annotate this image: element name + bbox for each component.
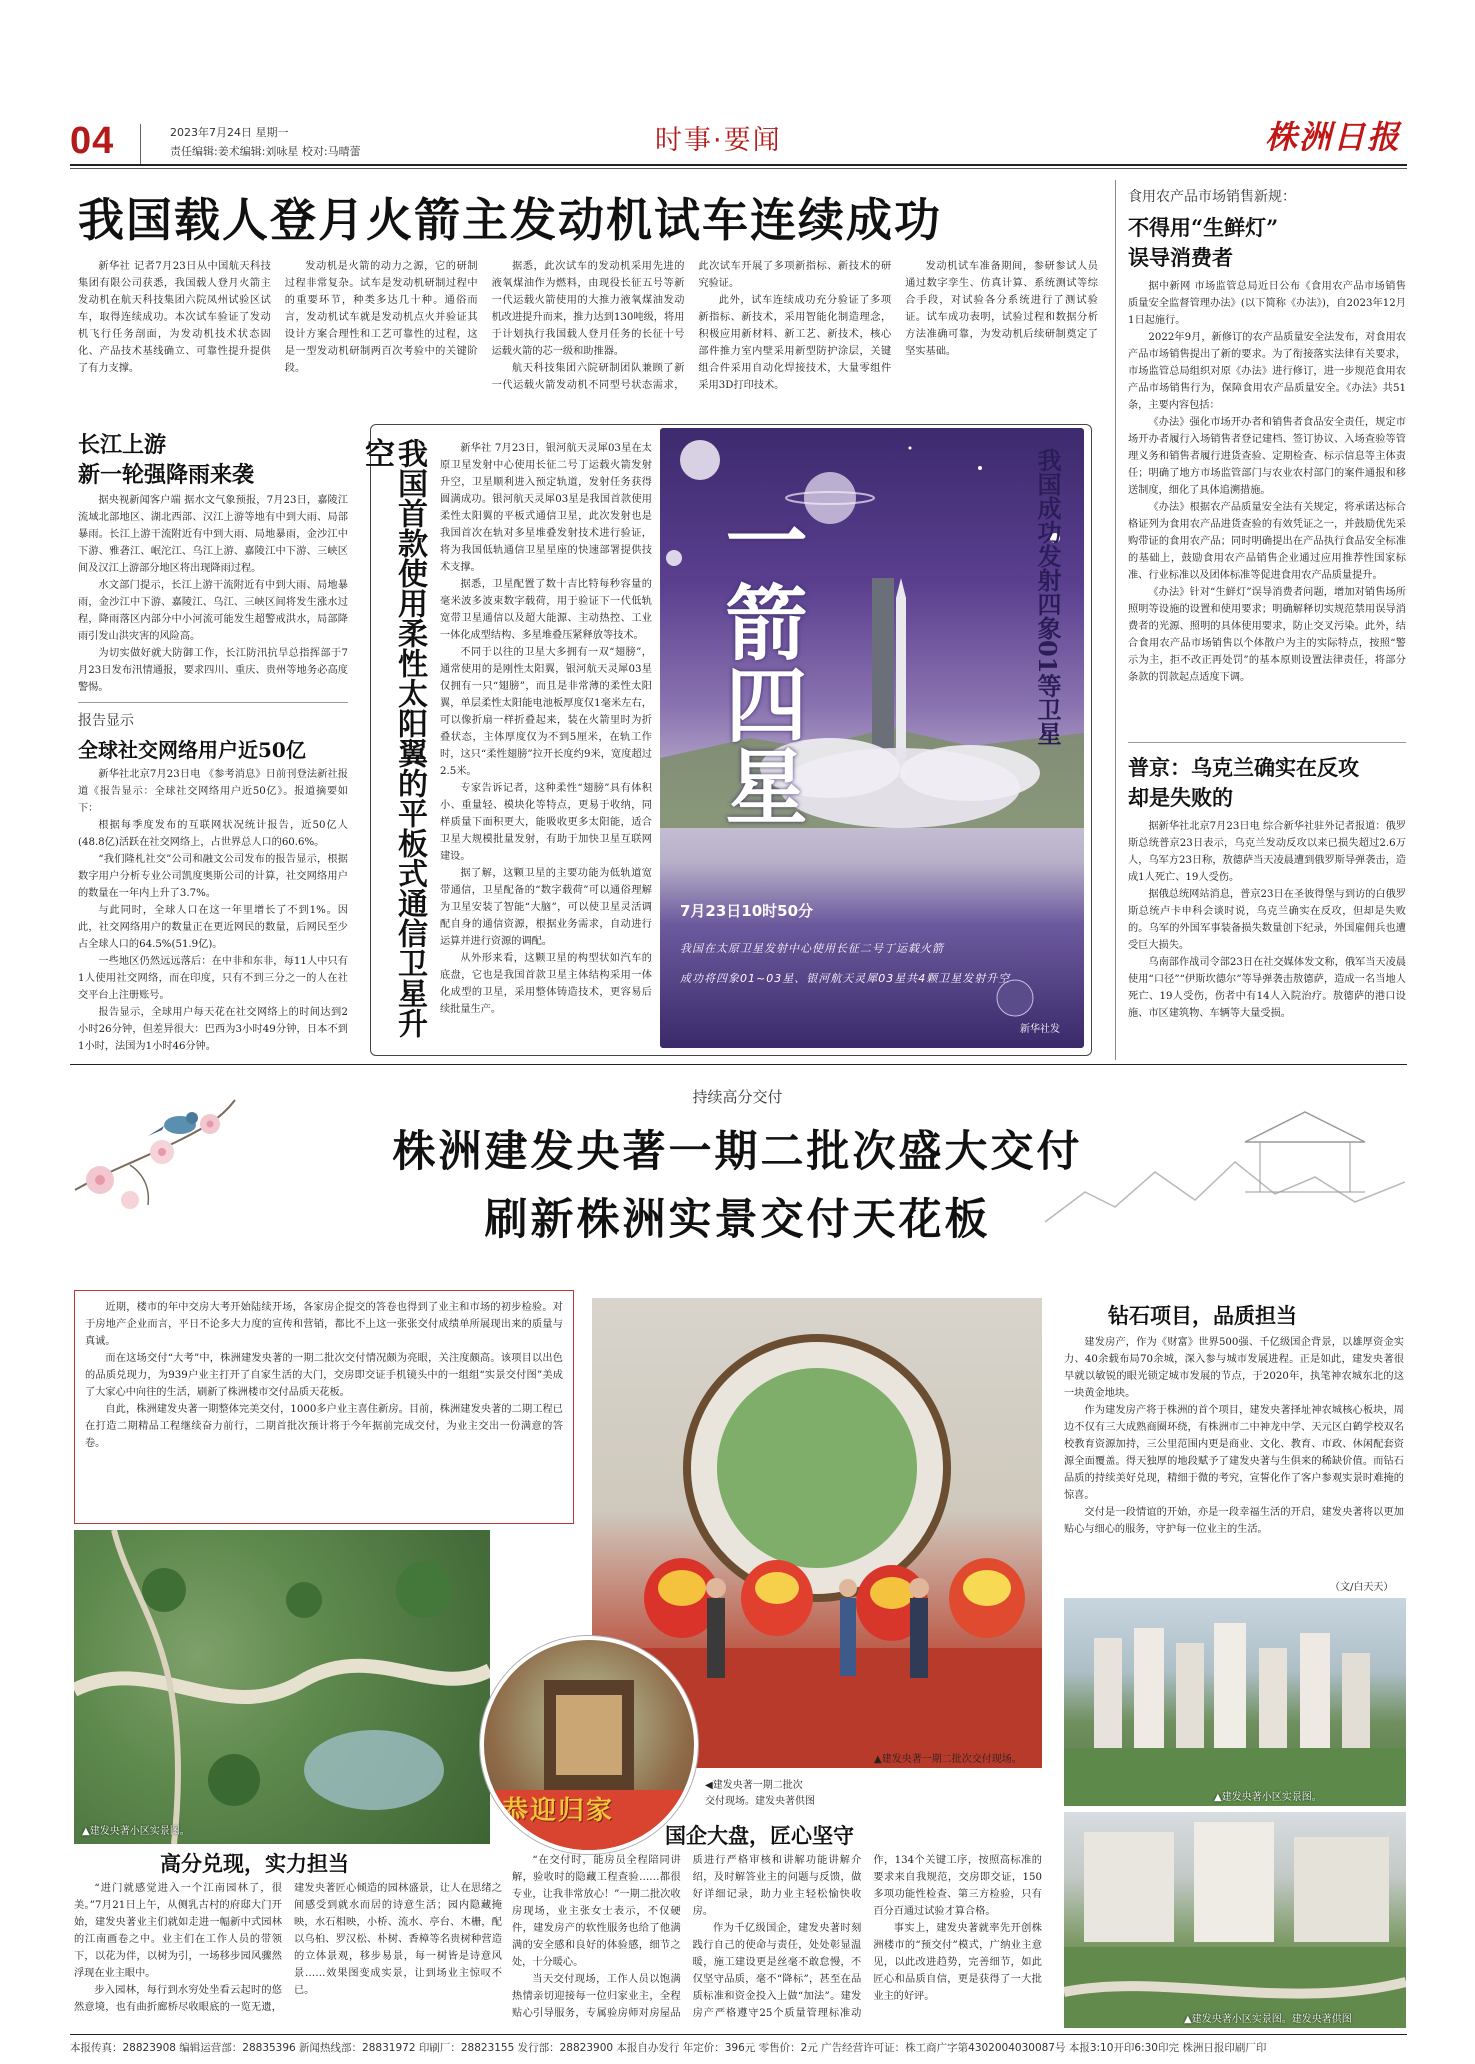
feature-byline: （文/白天天） [1330, 1582, 1394, 1593]
sec3-paragraph: 建发房产，作为《财富》世界500强、千亿级国企背景，以雄厚资金实力、40余载布局70余城，深入参与城市发展进程。正是如此，建发央著很早就以敏锐的眼光锁定城市发展的节点，于2020年，执笔神农城东北的这一块黄金地块。 [1064, 1337, 1404, 1399]
putin-body [1128, 818, 1406, 1054]
sec3-body [1064, 1334, 1404, 1574]
satellite-paragraph: 从外形来看，这颗卫星的构型状如汽车的底盘，它也是我国首款卫星主体结构采用一体化成型的卫星，采用整体铸造技术，更容易后续批量生产。 [440, 953, 652, 1015]
section-title: 时事·要闻 [655, 125, 782, 156]
courtyard-caption: ▲建发央著小区实景图。建发央著供图 [1184, 2014, 1352, 2025]
garden-caption: ▲建发央著小区实景图。 [82, 1826, 190, 1837]
poster-time: 7月23日10时50分 [680, 902, 814, 920]
courtyard-photo [1064, 1812, 1406, 2028]
satellite-body [440, 440, 652, 1048]
poster-note-1: 我国在太原卫星发射中心使用长征二号丁运载火箭 [680, 942, 944, 955]
courtyard-illustration [1064, 1812, 1406, 2028]
satellite-paragraph: 据了解，这颗卫星的主要功能为低轨道宽带通信，卫星配备的“数字载荷”可以通俗理解为卫星安装了智能“大脑”，可以使卫星灵活调配自身的通信资源，根据业务需求，自动进行运算并进行资源的调配。 [440, 868, 652, 947]
sec1-title: 高分兑现，实力担当 [160, 1851, 349, 1876]
yangtze-headline-2: 新一轮强降雨来袭 [78, 462, 255, 488]
feature-headline-2: 刷新株洲实景交付天花板 [484, 1195, 991, 1245]
aerial-caption: ▲建发央著小区实景图。 [1214, 1792, 1322, 1803]
agri-paragraph: 《办法》强化市场开办者和销售者食品安全责任，规定市场开办者履行入场销售者登记建档、签订协议、入场查验等管理义务和销售者履行进货查验、定期检查、标示信息等主体责任；明确了地方市场监管部门与农业农村部门的案件通报和移送制度，细化了具体追溯措施。 [1128, 417, 1406, 496]
satellite-headline: 我国首款使用柔性太阳翼的平板式通信卫星升空 [359, 438, 427, 1038]
editors-line: 责任编辑:姜术编辑:刘咏星 校对:马晴蕾 [170, 145, 361, 158]
agri-headline-1: 不得用“生鲜灯” [1128, 215, 1279, 240]
yangtze-body [78, 492, 348, 694]
lead-body [78, 258, 1098, 412]
masthead: 株洲日报 [1265, 118, 1402, 156]
sec1-paragraph: 步入园林，每行到水穷处坐看云起时的悠然意境，也有曲折廊桥尽收眼底的一览无遗，建发央著匠心倾造的园林盛景，让人在思绪之间感受到就水而居的诗意生活；园内隐藏掩映，水石相映，小桥、流水、亭台、木栅，配以乌桕、罗汉松、朴树、香樟等名贵树种营造的立体景观，移步易景，每一树皆是诗意风景……效果图变成实景，让到场业主惊叹不已。 [74, 1883, 502, 2013]
report-paragraph: 根据每季度发布的互联网状况统计报告，近50亿人(48.8亿)活跃在社交网络上，占世界总人口的60.6%。 [78, 820, 348, 848]
intro-paragraph: 自此，株洲建发央著一期整体完美交付，1000多户业主喜住新房。目前，株洲建发央著的二期工程已在打造二期精品工程继续奋力前行，二期首批次预计将于今年据前完成交付，为业主交出一份满意的答卷。 [85, 1404, 563, 1449]
lead-paragraph: 据悉，此次试车的发动机采用先进的液氧煤油作为燃料，由现役长征五号等新一代运载火箭使用的大推力液氧煤油发动机改进提升而来，推力达到130吨级，将用于计划执行我国载人登月任务的长征十号运载火箭的芯一级和助推器。 [491, 261, 685, 357]
yangtze-paragraph: 据央视新闻客户端 据水文气象预报，7月23日，嘉陵江流域北部地区、湖北西部、汉江上游等地有中到大雨、局部暴雨。长江上游干流附近有中到大雨、局地暴雨，金沙江中下游、雅砻江、岷沱江、乌江上游、嘉陵江中下游、三峡区间及汉江上游部分地区将出现降雨过程。 [78, 495, 348, 574]
intro-paragraph: 近期，楼市的年中交房大考开始陆续开场，各家房企提交的答卷也得到了业主和市场的初步检验。对于房地产企业而言，平日不论多大力度的宣传和营销，都比不上这一张张交付成绩单所展现出来的质量与真诚。 [85, 1302, 563, 1347]
sec3-paragraph: 作为建发房产将于株洲的首个项目，建发央著择址神农城核心板块，周边不仅有三大成熟商圈环绕，有株洲市二中神龙中学、天元区白鹤学校双名校教育资源加持，三公里范围内更是商业、文化、教育、市政、休闲配套资源全面覆盖。得天独厚的地段赋予了建发央著与生俱来的稀缺价值。而钻石品质的持续美好兑现，精细于微的考究，宣誓化作了客户参观实景时难掩的惊喜。 [1064, 1405, 1404, 1501]
sec2-paragraph: “在交付时，能房员全程陪同讲解，验收时的隐藏工程查验……都很专业，让我非常放心！”一期二批次收房现场，业主张女士表示，不仅硬件，建发房产的软性服务也给了他满满的安全感和良好的体验感，细节之处，十分暖心。 [512, 1855, 681, 1968]
report-paragraph: “我们隆札社交”公司和融文公司发布的报告显示，根据数字用户分析专业公司凯度奥斯公司的计算，社交网络用户的数量在一年内上升了3.7%。 [78, 854, 348, 899]
lead-paragraph: 发动机试车准备期间，参研参试人员通过数字孪生、仿真计算、系统测试等综合手段，对试验各分系统进行了测试验证。试车成功表明，试验过程和数据分析方法准确可靠，为发动机后续研制奠定了坚实基础。 [905, 261, 1098, 357]
agri-headline-2: 误导消费者 [1128, 245, 1233, 270]
satellite-paragraph: 据悉，卫星配置了数十吉比特每秒容量的毫米波多波束数字载荷，用于验证下一代低轨宽带卫星通信以及超大能源、主动热控、工业一体化成型结构、多星堆叠压紧释放等技术。 [440, 579, 652, 641]
sec2-body [512, 1852, 1042, 2028]
poster-vertical-title: 我国成功发射四象01等卫星 [1033, 448, 1062, 746]
agri-paragraph: 2022年9月，新修订的农产品质量安全法发布，对食用农产品市场销售提出了新的要求。为了衔接落实法律有关要求，市场监管总局组织对原《办法》进行修订，进一步规范食用农产品市场销售行为，保障食用农产品质量安全。《办法》共51条，主要内容包括： [1128, 332, 1406, 411]
agri-paragraph: 据中新网 市场监管总局近日公布《食用农产品市场销售质量安全监督管理办法》(以下简称《办法》)，自2023年12月1日起施行。 [1128, 281, 1406, 326]
aerial-illustration [1064, 1598, 1406, 1806]
footer-text: 本报传真：28823908 编辑运营部：28835396 新闻热线部：28831972 印刷厂：28823155 发行部：28823900 本报自办发行 年定价：396元 零售价：2元 广告经营许可证：株工商广字第4302004030087号 本报3:10开印6:30印完 株洲日报印刷厂印 [70, 2042, 1267, 2054]
agri-kicker: 食用农产品市场销售新规： [1128, 189, 1296, 205]
putin-paragraph: 乌南部作战司令部23日在社交媒体发文称，俄军当天凌晨使用“口径”“伊斯坎德尔”等导弹袭击敖德萨，造成一名当地人死亡、19人受伤，伤者中有14人入院治疗。敖德萨的港口设施、市区建筑物、车辆等大量受损。 [1128, 957, 1406, 1019]
feature-kicker: 持续高分交付 [692, 1088, 783, 1106]
report-paragraph: 新华社北京7月23日电 《参考消息》日前刊登法新社报道《报告显示：全球社交网络用户近50亿》。报道摘要如下： [78, 769, 348, 814]
report-paragraph: 报告显示，全球用户每天花在社交网络上的时间达到2小时26分钟，但差异很大：巴西为3小时49分钟，日本不到1小时，法国为1小时46分钟。 [78, 1007, 348, 1052]
sec2-title: 国企大盘，匠心坚守 [665, 1823, 854, 1848]
sec2-paragraph: 作为千亿级国企，建发央著时刻践行自己的使命与责任，处处彰显温暖，施工建设更是丝毫不敢怠慢，不仅坚守品质，毫不“降标”，甚至在品质标准和资金投入上做“加法”。建发房产严格遵守25个质量管理标准动作，134个关键工序，按照高标准的要求来自我规范，交房即交证，150多项功能性检查、第三方检验，只有百分百通过试验才算合格。 [692, 1855, 1042, 2019]
report-body [78, 766, 348, 1056]
yangtze-paragraph: 为切实做好就大防御工作，长江防汛抗旱总指挥部于7月23日发布汛情通报，要求四川、重庆、贵州等地务必高度警惕。 [78, 648, 348, 693]
sec3-title: 钻石项目，品质担当 [1108, 1303, 1297, 1328]
sec2-paragraph: 当天交付现场，工作人员以饱满热情亲切迎接每一位归家业主，全程贴心引导服务，专属验房师对房屋品质进行严格审核和讲解功能讲解介绍，及时解答业主的问题与反馈，做好详细记录，助力业主轻松愉快收房。 [512, 1855, 862, 2019]
yangtze-headline-1: 长江上游 [78, 432, 167, 458]
lead-paragraph: 航天科技集团六院研制团队兼顾了新一代运载火箭发动机不同型号状态需求，此次试车开展了多项新指标、新技术的研究验证。 [491, 261, 892, 391]
report-kicker: 报告显示 [78, 713, 134, 729]
lead-paragraph: 此外，试车连续成功充分验证了多项新指标、新技术，采用智能化制造理念，积极应用新材料、新工艺、新技术，核心部件推力室内壁采用新型防护涂层，关键组合件采用自动化焊接技术，大量零组件采用3D打印技术。 [698, 295, 892, 391]
agri-paragraph: 《办法》根据农产品质量安全法有关规定，将承诺达标合格证列为食用农产品进货查验的有效凭证之一，并鼓励优先采购带证的食用农产品；同时明确提出在产品执行食品安全标准的基础上，鼓励食用农产品销售企业通过应用推荐性国家标准、行业标准以及团体标准等促进食用农产品质量提升。 [1128, 502, 1406, 581]
intro-paragraph: 而在这场交付“大考”中，株洲建发央著的一期二批次交付情况颇为亮眼，关注度颇高。该项目以出色的品质兑现力，为939户业主打开了自家生活的大门，交房即交证手机镜头中的一组组“实景交付图”美成了大家心中向往的生活，刷新了株洲楼市交付品质天花板。 [85, 1353, 563, 1398]
lead-paragraph: 新华社 记者7月23日从中国航天科技集团有限公司获悉，我国载人登月火箭主发动机在航天科技集团六院凤州试验区试车，取得连续成功。本次试车验证了发动机飞行任务剖面，为发动机技术状态固化、产品技术基线确立、可靠性提升提供了有力支撑。 [78, 261, 271, 374]
putin-headline-2: 却是失败的 [1128, 785, 1233, 810]
sec3-paragraph: 交付是一段情谊的开始，亦是一段幸福生活的开启，建发央著将以更加贴心与细心的服务，守护每一位业主的生活。 [1064, 1507, 1404, 1535]
circle-caption-1: ◀建发央著一期二批次 [705, 1780, 803, 1791]
lead-headline: 我国载人登月火箭主发动机试车连续成功 [78, 193, 942, 247]
garden-photo [74, 1530, 490, 1844]
feature-headline-1: 株洲建发央著一期二批次盛大交付 [392, 1127, 1083, 1177]
report-paragraph [78, 1055, 348, 1056]
sec2-paragraph: 事实上，建发央著就率先开创株洲楼市的“预交付”模式，广纳业主意见，以此改进趋势，完善细节，如此匠心和品质自信，更是获得了一大批业主的好评。 [873, 1923, 1042, 2002]
garden-illustration [74, 1530, 490, 1844]
sec1-paragraph: “进门就感觉进入一个江南园林了，很美。”7月21日上午，从侧乳古村的府邸大门开始，建发央著业主们就如走进一幅新中式园林的江南画卷之中。业主们在工作人员的带领下，以花为伴，以树为引，一场移步园风骤然浮现在业主眼中。 [74, 1883, 282, 1979]
poster-note-2: 成功将四象01~03星、银河航天灵犀03星共4颗卫星发射升空 [680, 972, 1011, 985]
report-paragraph: 与此同时，全球人口在这一年里增长了不到1%。因此，社交网络用户的数量正在更近网民的数量，后网民至少占全球人口的64.5%(51.9亿)。 [78, 905, 348, 950]
ceremony-caption: ▲建发央著一期二批次交付现场。 [874, 1754, 1022, 1765]
feature-intro-box [74, 1290, 574, 1524]
aerial-photo [1064, 1598, 1406, 1806]
launch-poster [660, 428, 1084, 1048]
satellite-paragraph: 新华社 7月23日，银河航天灵犀03星在太原卫星发射中心使用长征二号丁运载火箭发射升空，卫星顺利进入预定轨道，发射任务获得圆满成功。银河航天灵犀03星是我国首款使用柔性太阳翼的平板式通信卫星，此次发射也是我国首次在轨对多星堆叠发射技术进行验证，将为我国低轨通信卫星星座的快速部署提供技术支撑。 [440, 443, 652, 573]
poster-big-text: 一箭四星 [712, 498, 808, 826]
circle-caption-2: 交付现场。建发央著供图 [705, 1796, 815, 1807]
sec1-body [74, 1880, 502, 2028]
putin-paragraph: 据新华社北京7月23日电 综合新华社驻外记者报道：俄罗斯总统普京23日表示，乌克兰发动反攻以来已损失超过2.6万人，乌军方23日称，敖德萨当天凌晨遭到俄罗斯导弹袭击，造成1人死亡、19人受伤。 [1128, 821, 1406, 883]
putin-paragraph: 据俄总统网站消息，普京23日在圣彼得堡与到访的白俄罗斯总统卢卡申科会谈时说，乌克兰确实在反攻，但却是失败的。乌军的外国军事装备损失数量创下纪录，外国雇佣兵也遭受巨大损失。 [1128, 889, 1406, 951]
putin-headline-1: 普京：乌克兰确实在反攻 [1128, 755, 1359, 780]
satellite-paragraph: 不同于以往的卫星大多拥有一双“翅膀”，通常使用的是刚性太阳翼，银河航天灵犀03星仅拥有一只“翅膀”，而且是非常薄的柔性太阳翼，单层柔性太阳能电池板厚度仅1毫米左右，可以像折扇一样折叠起来，装在火箭里时为折叠状态，主体厚度仅为不到5厘米，在轨工作时，这只“柔性翅膀”拉开长度约9米，宽度超过2.5米。 [440, 647, 652, 777]
lead-paragraph: 发动机是火箭的动力之源，它的研制过程非常复杂。试车是发动机研制过程中的重要环节，种类多达几十种。通俗而言，发动机试车就是发动机点火并验证其设计方案合理性和工艺可靠性的过程，这是一型发动机研制两百次考验中的关键阶段。 [284, 261, 478, 374]
agri-paragraph: 《办法》针对“生鲜灯”误导消费者问题，增加对销售场所照明等设施的设置和使用要求；明确解释切实规范禁用误导消费者的光源、照明的具体使用要求，防止交叉污染。此外，结合食用农产品市场销售以个体散户为主的实际特点，按照“警示为主，拒不改正再处罚”的基本原则设置法律责任，将部分条款的罚款起点适度下调。 [1128, 587, 1406, 683]
yangtze-paragraph: 水文部门提示，长江上游干流附近有中到大雨、局地暴雨，金沙江中下游、嘉陵江、乌江、三峡区间将发生涨水过程，降雨落区内部分中小河流可能发生超警戒洪水，局部降雨引发山洪灾害的风险高。 [78, 580, 348, 642]
agri-body [1128, 278, 1406, 736]
poster-credit: 新华社发 [1020, 1024, 1060, 1035]
welcome-stamp: 恭迎归家 [502, 1796, 615, 1826]
issue-date: 2023年7月24日 星期一 [170, 126, 289, 139]
report-paragraph: 一些地区仍然远远落后：在中非和东非，每11人中只有1人使用社交网络，而在印度，只有不到三分之一的人在社交平台上注册账号。 [78, 956, 348, 1001]
page-number: 04 [70, 120, 115, 162]
satellite-paragraph: 专家告诉记者，这种柔性“翅膀”具有体积小、重量轻、模块化等特点，更易于收纳，同样质量下面积更大，能吸收更多太阳能，适合卫星大规模批量发射，有助于加快卫星互联网建设。 [440, 783, 652, 862]
report-headline: 全球社交网络用户近50亿 [78, 738, 306, 762]
